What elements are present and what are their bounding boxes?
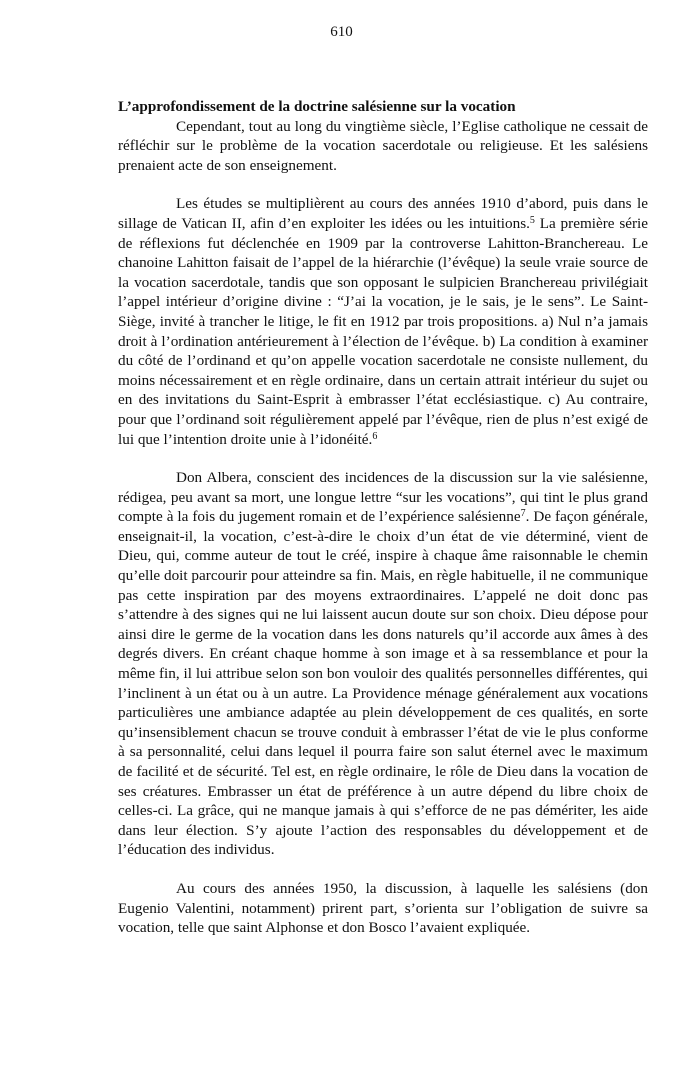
- paragraph-4-text: Au cours des années 1950, la discussion, à laquelle les salésiens (don Eugenio Valentini, notamment) prirent part, s’orienta sur l’obligation de suivre sa vocation, telle que saint Alphonse et don Bosco l’avaient expliquée.: [118, 879, 648, 937]
- paragraph-3: [118, 468, 648, 860]
- paragraph-3-text-a: Don Albera, conscient des incidences de la discussion sur la vie salésienne, rédigea, peu avant sa mort, une longue lettre “sur les vocations”, qui tint le plus grand compte à la fois du jugement romain et de l’expérience salésienne: [118, 469, 648, 526]
- paragraph-1: [118, 117, 648, 176]
- footnote-ref-7: 7: [520, 508, 526, 520]
- paragraph-2-text-b: La première série de réflexions fut déclenchée en 1909 par la controverse Lahitton-Branchereau. Le chanoine Lahitton faisait de l’appel de la hiérarchie (l’évêque) la seule vraie source de la vocation sacerdotale, tandis que son opposant le sulpicien Branchereau privilégiait l’appel intérieur d’origine divine : “J’ai la vocation, je le sais, je le sens”. Le Saint-Siège, invité à trancher le litige, le fit en 1912 par trois propositions. a) Nul n’a jamais droit à l’ordination antérieurement à l’élection de l’évêque. b) La condition à examiner du côté de l’ordinand et qu’on appelle vocation sacerdotale ne consiste nullement, du moins nécessairement et en règle ordinaire, dans un certain attrait intérieur du sujet ou en des invitations du Saint-Esprit à embrasser l’état ecclésiastique. c) Au contraire, pour que l’ordinand soit régulièrement appelé par l’évêque, rien de plus n’est exigé de lui que l’intention droite unie à l’idonéité.: [118, 214, 648, 448]
- paragraph-1-text: Cependant, tout au long du vingtième siècle, l’Eglise catholique ne cessait de réfléchir sur le problème de la vocation sacerdotale ou religieuse. Et les salésiens prenaient acte de son enseignement.: [118, 117, 648, 174]
- paragraph-4: [118, 879, 648, 938]
- footnote-ref-6: 6: [372, 430, 378, 442]
- paragraph-2: [118, 194, 648, 449]
- paragraph-2-text-a: Les études se multiplièrent au cours des années 1910 d’abord, puis dans le sillage de Vatican II, afin d’en exploiter les idées ou les intuitions.: [118, 195, 648, 232]
- footnote-ref-5: 5: [529, 214, 535, 226]
- section-heading: L’approfondissement de la doctrine salésienne sur la vocation: [118, 98, 516, 115]
- paragraph-3-text-b: . De façon générale, enseignait-il, la vocation, c’est-à-dire le choix d’un état de vie déterminé, vient de Dieu, qui, comme auteur de tout le créé, inspire à chaque âme raisonnable le chemin qu’elle doit parcourir pour atteindre sa fin. Mais, en règle habituelle, il ne communique pas cette inspiration par des moyens extraordinaires. L’appelé ne doit donc pas s’attendre à des signes qui ne lui laissent aucun doute sur son choix. Dieu dépose pour ainsi dire le germe de la vocation dans les dons naturels qu’il accorde aux âmes à des degrés divers. En créant chaque homme à son image et à sa ressemblance et pour la même fin, il lui attribue selon son bon vouloir des qualités personnelles différentes, qui l’inclinent à un état ou à un autre. La Providence ménage généralement aux vocations particulières une ambiance adaptée au plein développement de ces qualités, en sorte qu’insensiblement chacun se trouve conduit à embrasser l’état de vie le plus conforme à sa personnalité, celui dans lequel il pourra faire son salut éternel avec le maximum de facilité et de sécurité. Tel est, en règle ordinaire, le rôle de Dieu dans la vocation de ses créatures. Embrasser un état de préférence à un autre dépend du libre choix de celles-ci. La grâce, qui ne manque jamais à qui s’efforce de ne pas démériter, les aide dans leur élection. S’y ajoute l’action des responsables du développement et de l’éducation des individus.: [118, 508, 648, 859]
- page-body: [118, 97, 648, 938]
- page-number: 610: [330, 24, 353, 40]
